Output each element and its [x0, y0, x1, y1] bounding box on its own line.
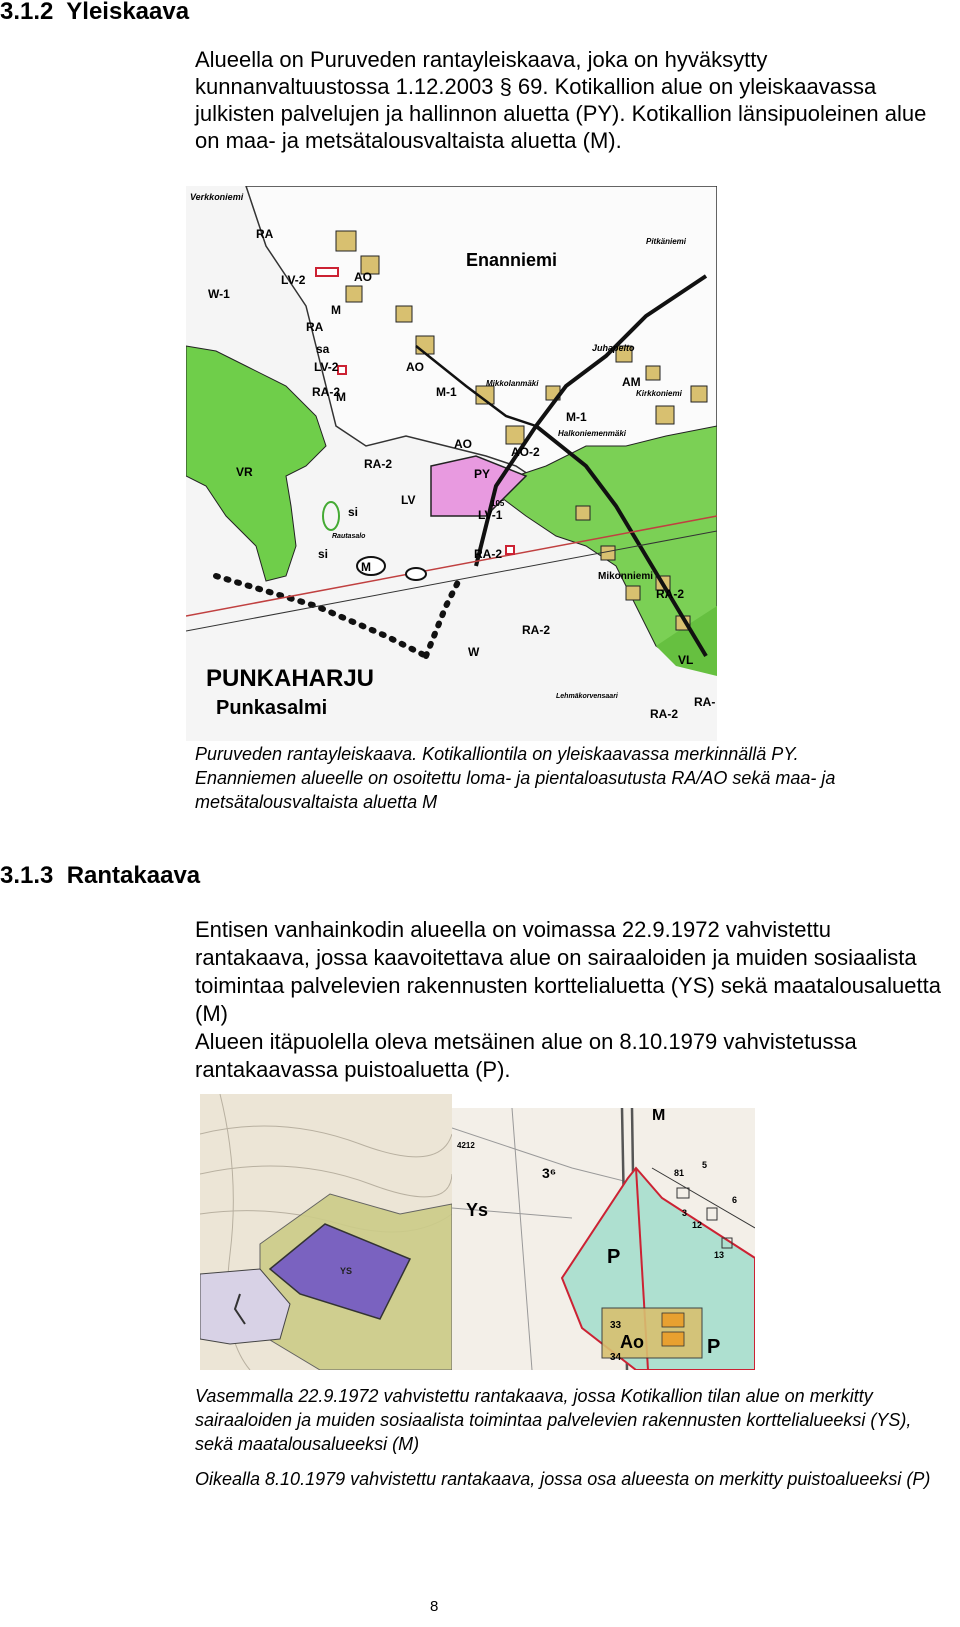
right-map-label-36: 3⁶ — [542, 1165, 557, 1181]
yleiskaava-paragraph-text: Alueella on Puruveden rantayleiskaava, joka on hyväksytty kunnanvaltuustossa 1.12.2003 § 69. Kotikallion alue on yleiskaavassa julkisten palvelujen ja hallinnon aluetta (PY). Kotikallion länsipuoleinen alue on maa- ja metsätalousvaltaista aluetta (M). — [195, 47, 927, 153]
zone-label: RA-2 — [364, 457, 393, 471]
zone-label: LV-1 — [478, 508, 503, 522]
rantakaava-1979-map — [452, 1108, 755, 1370]
yleiskaava-caption-line-1: Puruveden rantayleiskaava. Kotikalliontila on yleiskaavassa merkinnällä PY. — [195, 744, 799, 764]
right-map-label-4212: 4212 — [457, 1141, 475, 1150]
zone-label: M — [361, 560, 371, 574]
zone-label: M-1 — [566, 410, 587, 424]
right-map-label-34: 34 — [610, 1352, 622, 1363]
right-map-label-ao: Ao — [620, 1332, 644, 1352]
map-label-mikkola: Mikkolanmäki — [486, 379, 539, 388]
zone-label: W-1 — [208, 287, 230, 301]
right-map-label-p1: P — [607, 1246, 621, 1268]
zone-label: LV-2 — [281, 273, 306, 287]
right-map-label-5: 5 — [702, 1160, 708, 1170]
map-label-punkasalmi: Punkasalmi — [216, 697, 328, 719]
map-label-punkaharju: PUNKAHARJU — [206, 665, 375, 692]
section-heading-yleiskaava: 3.1.2 Yleiskaava — [0, 0, 190, 25]
rantakaava-caption-left-text: Vasemmalla 22.9.1972 vahvistettu rantakaava, jossa Kotikallion tilan alue on merkitty sairaaloiden ja muiden sosiaalista toimintaa palvelevien rakennusten korttelialueeksi (YS), sekä maatalousalueeksi (M) — [195, 1386, 912, 1454]
rantakaava-paragraph-2: Alueen itäpuolella oleva metsäinen alue on 8.10.1979 vahvistetussa rantakaavassa puistoaluetta (P). — [195, 1029, 857, 1082]
right-map-label-3: 3 — [682, 1208, 688, 1218]
page-number: 8 — [430, 1598, 439, 1615]
zone-label: RA-2 — [650, 707, 679, 721]
zone-label: AO — [454, 437, 472, 451]
map-label-kirkkoniemi: Kirkkoniemi — [636, 389, 682, 398]
map-label-pitkaniemi: Pitkäniemi — [646, 237, 687, 246]
zone-label: RA — [306, 320, 324, 334]
right-map-label-ys: Ys — [466, 1200, 489, 1220]
zone-label: si — [318, 547, 329, 561]
rantakaava-caption-right — [195, 1467, 940, 1491]
zone-label: M — [331, 303, 341, 317]
zone-label: RA — [256, 227, 274, 241]
map-label-halkoniemi: Halkoniemenmäki — [558, 429, 627, 438]
map-label-mikonniemi: Mikonniemi — [598, 571, 654, 582]
yleiskaava-caption — [195, 742, 940, 814]
zone-label: RA- — [694, 695, 716, 709]
zone-label: W — [468, 645, 480, 659]
zone-label: M-1 — [436, 385, 457, 399]
zone-label: sa — [316, 342, 330, 356]
zone-label: AO — [406, 360, 424, 374]
rantakaava-1972-map — [200, 1094, 452, 1370]
left-map-label-ys: YS — [340, 1266, 353, 1276]
yleiskaava-map — [186, 186, 717, 741]
right-map-label-12: 12 — [692, 1220, 703, 1230]
right-map-label-81: 81 — [674, 1168, 685, 1178]
map-label-verkkoniemi: Verkkoniemi — [190, 192, 244, 202]
map-label-rautasalo: Rautasalo — [332, 533, 366, 540]
map-label-py-number: 105 — [491, 499, 505, 508]
zone-label: VR — [236, 465, 253, 479]
zone-label: PY — [474, 467, 491, 481]
zone-label: si — [348, 505, 359, 519]
right-map-label-6: 6 — [732, 1195, 738, 1205]
map-label-enanniemi: Enanniemi — [466, 250, 558, 270]
rantakaava-paragraph-1: Entisen vanhainkodin alueella on voimassa 22.9.1972 vahvistettu rantakaava, jossa kaavoitettava alue on sairaaloiden ja muiden sosiaalista toimintaa palvelevien rakennusten korttelialuetta (YS) sekä maatalousaluetta (M) — [195, 917, 941, 1026]
right-map-label-p2: P — [707, 1336, 721, 1358]
zone-label: M — [336, 390, 346, 404]
map-label-juhapelto: Juhapelto — [592, 343, 635, 353]
right-map-label-m: M — [652, 1108, 666, 1124]
zone-label: AO — [354, 270, 372, 284]
rantakaava-paragraph — [195, 916, 945, 1084]
ao-area-shape — [602, 1308, 702, 1358]
zone-label: VL — [678, 653, 694, 667]
yleiskaava-paragraph — [195, 46, 945, 154]
rantakaava-caption-right-text: Oikealla 8.10.1979 vahvistettu rantakaava, jossa osa alueesta on merkitty puistoalueeksi (P) — [195, 1469, 931, 1489]
right-map-label-33: 33 — [610, 1320, 622, 1331]
zone-label: RA-2 — [656, 587, 685, 601]
section-heading-rantakaava: 3.1.3 Rantakaava — [0, 862, 201, 889]
zone-label: AM — [622, 375, 641, 389]
zone-label: RA-2 — [474, 547, 503, 561]
zone-label: RA-2 — [522, 623, 551, 637]
rantakaava-caption-left — [195, 1384, 940, 1456]
zone-label: AO-2 — [511, 445, 540, 459]
zone-label: LV-2 — [314, 360, 339, 374]
yleiskaava-caption-line-2: Enanniemen alueelle on osoitettu loma- ja pientaloasutusta RA/AO sekä maa- ja metsätalousvaltaista aluetta M — [195, 768, 836, 812]
map-label-lehmakorvensalo: Lehmäkorvensaari — [556, 693, 618, 700]
zone-label: RA-2 — [312, 385, 341, 399]
zone-label: LV — [401, 493, 416, 507]
right-map-label-13: 13 — [714, 1250, 725, 1260]
